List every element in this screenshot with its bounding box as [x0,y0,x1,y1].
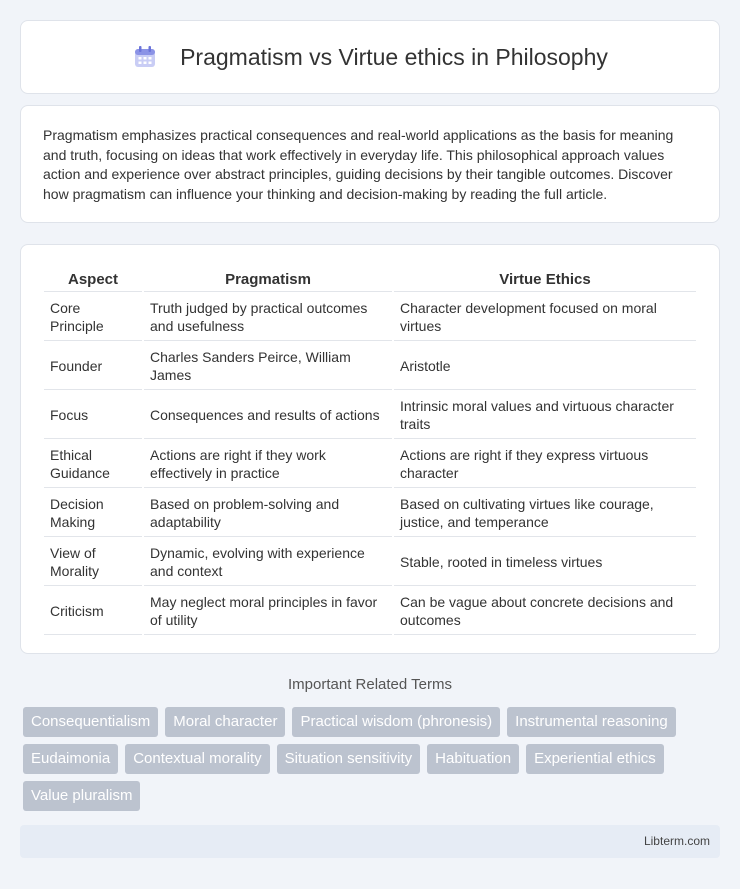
cell-pragmatism: Based on problem-solving and adaptability [144,490,392,537]
cell-aspect: Focus [44,392,142,439]
cell-aspect: View of Morality [44,539,142,586]
related-terms-heading: Important Related Terms [288,676,452,693]
table-row [44,588,696,635]
title-card [20,20,720,94]
related-term-tag[interactable]: Moral character [165,707,285,737]
cell-virtue-ethics: Can be vague about concrete decisions and outcomes [394,588,696,635]
cell-virtue-ethics: Actions are right if they express virtuous character [394,441,696,488]
table-row [44,441,696,488]
cell-pragmatism: Truth judged by practical outcomes and usefulness [144,294,392,341]
footer [20,825,720,858]
cell-aspect: Criticism [44,588,142,635]
cell-aspect: Ethical Guidance [44,441,142,488]
footer-site-link[interactable]: Libterm.com [643,834,710,848]
header-virtue-ethics: Virtue Ethics [394,269,696,292]
intro-card [20,105,720,223]
header-aspect: Aspect [44,269,142,292]
cell-aspect: Core Principle [44,294,142,341]
related-term-tag[interactable]: Practical wisdom (phronesis) [292,707,500,737]
cell-aspect: Decision Making [44,490,142,537]
comparison-table [42,267,698,637]
related-term-tag[interactable]: Consequentialism [23,707,158,737]
cell-pragmatism: Actions are right if they work effectively in practice [144,441,392,488]
cell-aspect: Founder [44,343,142,390]
cell-virtue-ethics: Based on cultivating virtues like courage, justice, and temperance [394,490,696,537]
comparison-table-card [20,244,720,654]
intro-paragraph: Pragmatism emphasizes practical consequences and real-world applications as the basis for meaning and truth, focusing on ideas that work effectively in everyday life. This philosophical approach values action and experience over abstract principles, guiding decisions by their tangible outcomes. Discover how pragmatism can influence your thinking and decision-making by reading the full article. [43,127,674,202]
cell-pragmatism: May neglect moral principles in favor of utility [144,588,392,635]
related-term-tag[interactable]: Experiential ethics [526,744,664,774]
related-terms-list [23,707,723,811]
table-header-row [44,269,696,292]
related-term-tag[interactable]: Instrumental reasoning [507,707,676,737]
related-term-tag[interactable]: Value pluralism [23,781,140,811]
cell-virtue-ethics: Intrinsic moral values and virtuous character traits [394,392,696,439]
cell-virtue-ethics: Character development focused on moral virtues [394,294,696,341]
related-term-tag[interactable]: Habituation [427,744,519,774]
calendar-icon [132,44,158,70]
page-title: Pragmatism vs Virtue ethics in Philosophy [180,43,608,70]
cell-virtue-ethics: Aristotle [394,343,696,390]
cell-virtue-ethics: Stable, rooted in timeless virtues [394,539,696,586]
table-row [44,539,696,586]
cell-pragmatism: Consequences and results of actions [144,392,392,439]
related-term-tag[interactable]: Contextual morality [125,744,269,774]
related-term-tag[interactable]: Eudaimonia [23,744,118,774]
table-row [44,343,696,390]
table-row [44,294,696,341]
table-row [44,392,696,439]
header-pragmatism: Pragmatism [144,269,392,292]
cell-pragmatism: Dynamic, evolving with experience and context [144,539,392,586]
cell-pragmatism: Charles Sanders Peirce, William James [144,343,392,390]
table-row [44,490,696,537]
related-term-tag[interactable]: Situation sensitivity [277,744,421,774]
